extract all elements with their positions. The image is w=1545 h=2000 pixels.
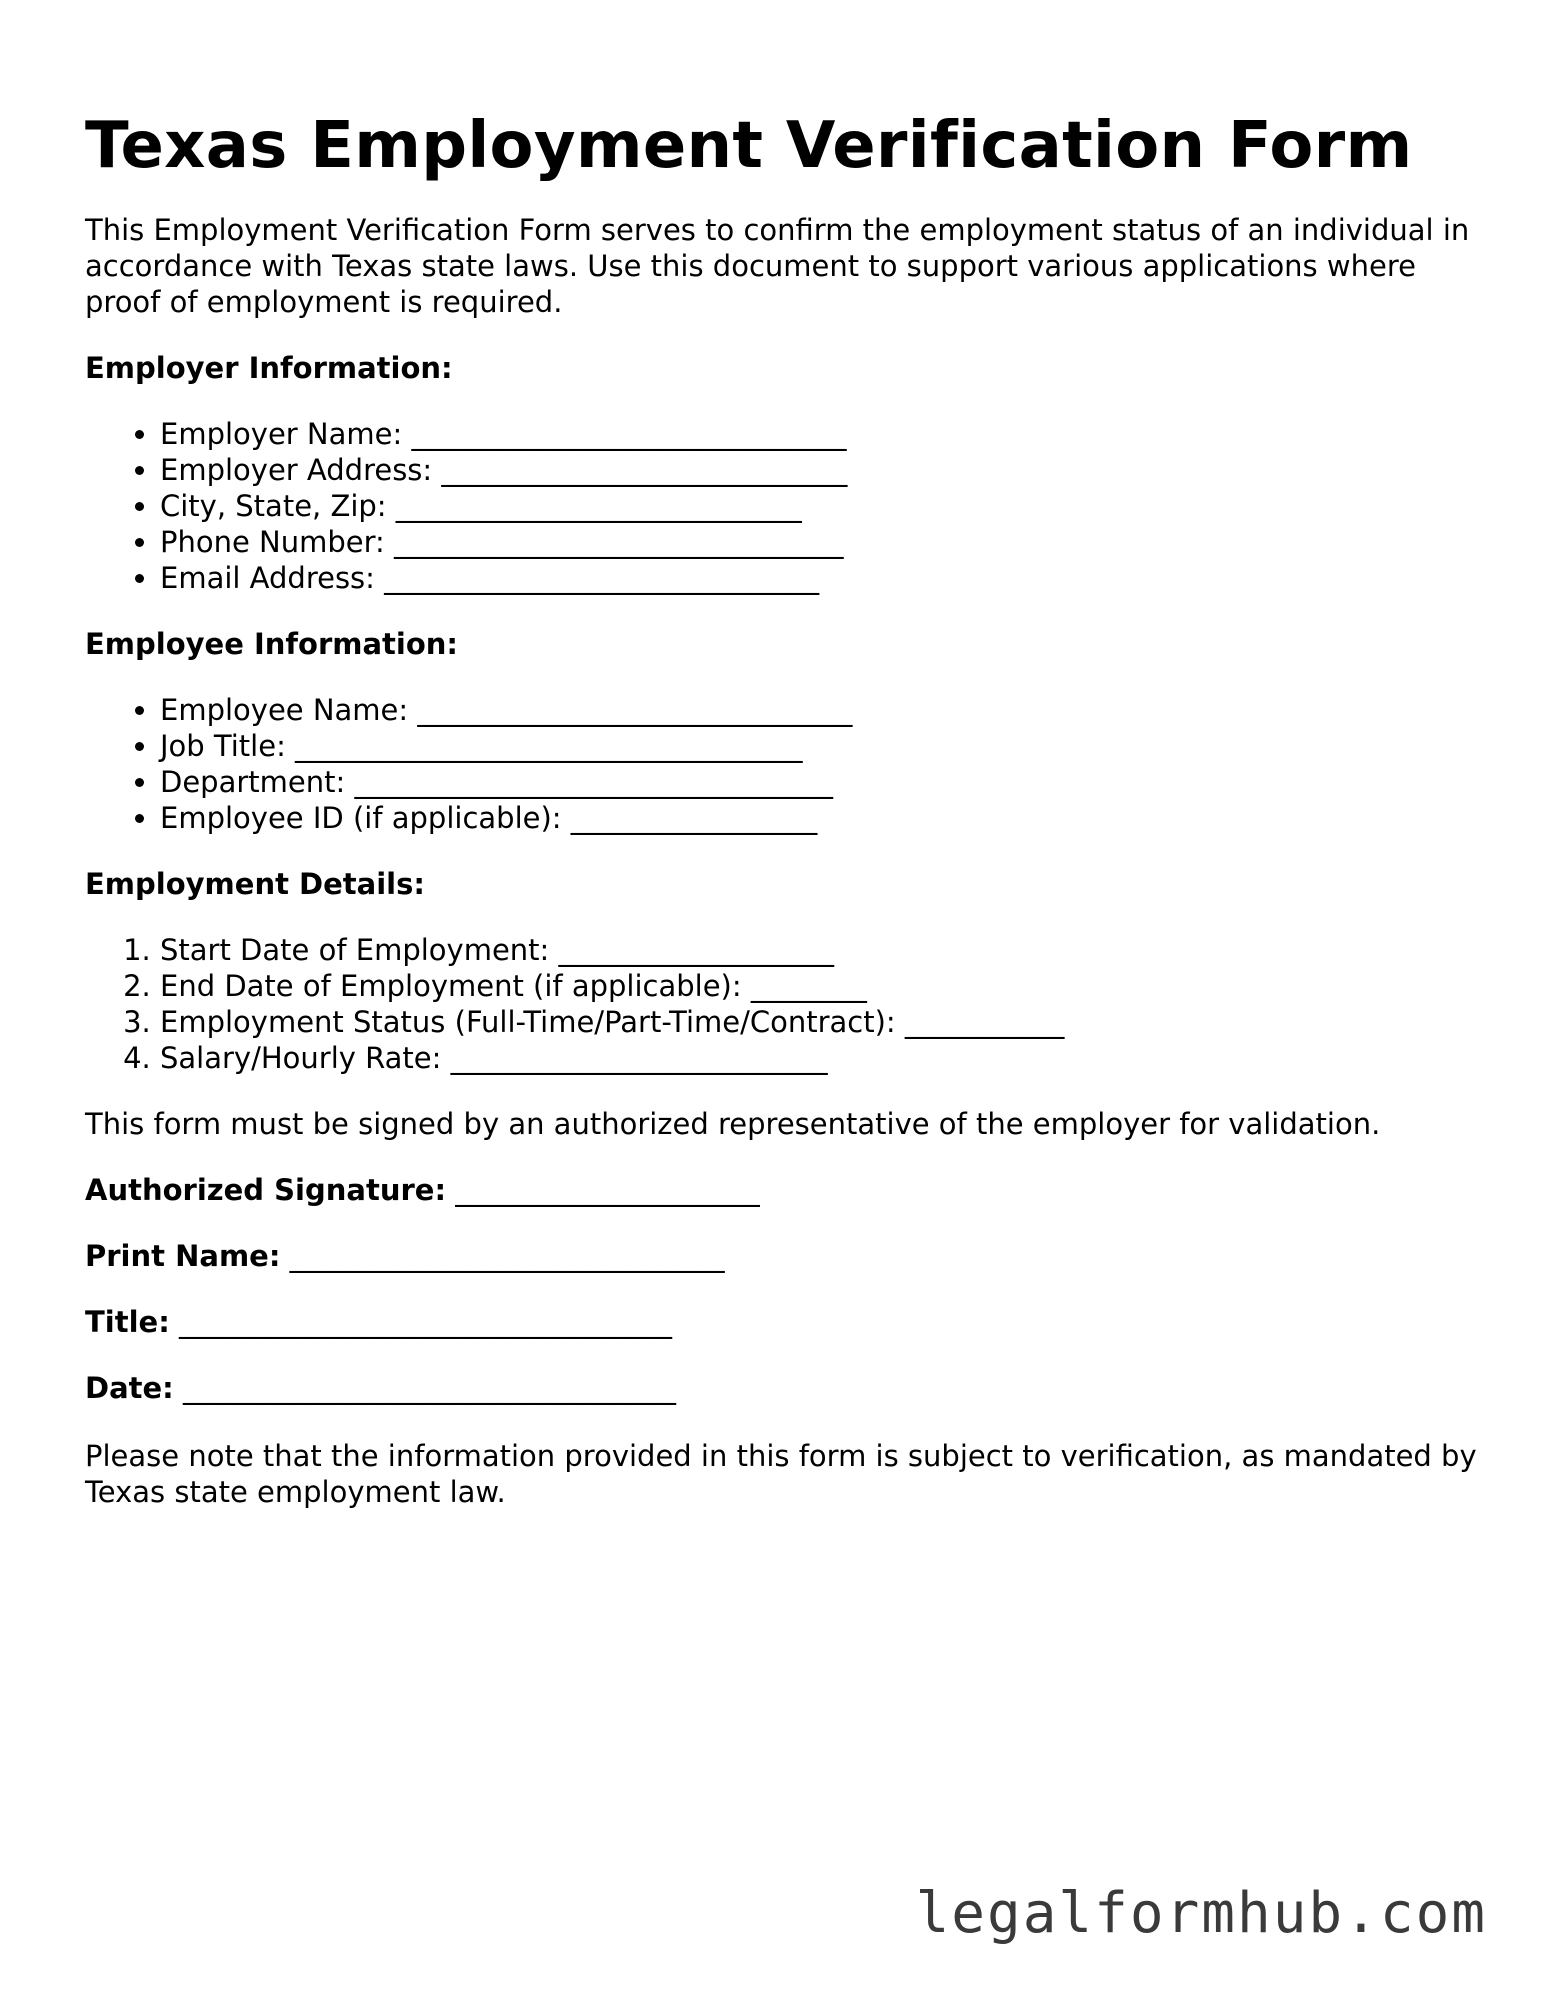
intro-paragraph: This Employment Verification Form serves to confirm the employment status of an individual in accordance with Texas state laws. Use this document to support various applications where proof of employment is required. xyxy=(85,213,1470,319)
date-row xyxy=(85,1370,1485,1406)
print-name-label: Print Name: xyxy=(85,1239,281,1273)
print-name-line: ______________________________ xyxy=(289,1239,725,1273)
print-name-row xyxy=(85,1238,1485,1274)
verification-note: Please note that the information provided in this form is subject to verification, as mandated by Texas state employment law. xyxy=(85,1439,1477,1509)
start-date-field: 1. Start Date of Employment: ___________________ xyxy=(160,932,1485,968)
page-title: Texas Employment Verification Form xyxy=(85,109,1413,183)
authorized-signature-row xyxy=(85,1172,1485,1208)
date-label: Date: xyxy=(85,1371,174,1405)
email-address-field: • Email Address: ______________________________ xyxy=(160,560,1485,596)
watermark-logo: legalformhub.com xyxy=(915,1881,1487,1946)
employer-name-field: • Employer Name: ______________________________ xyxy=(160,416,1485,452)
title-label: Title: xyxy=(85,1305,170,1339)
phone-number-field: • Phone Number: _______________________________ xyxy=(160,524,1485,560)
date-line: __________________________________ xyxy=(183,1371,676,1405)
employment-details-heading: Employment Details: xyxy=(85,867,425,901)
employment-status-field: 3. Employment Status (Full-Time/Part-Time/Contract): ___________ xyxy=(160,1004,1485,1040)
end-date-field: 2. End Date of Employment (if applicable): ________ xyxy=(160,968,1485,1004)
employee-section-heading: Employee Information: xyxy=(85,627,459,661)
employee-id-field: • Employee ID (if applicable): _________________ xyxy=(160,800,1485,836)
employment-details-list xyxy=(85,932,1485,1076)
employer-section-heading: Employer Information: xyxy=(85,351,453,385)
department-field: • Department: _________________________________ xyxy=(160,764,1485,800)
title-line: __________________________________ xyxy=(179,1305,673,1339)
employee-name-field: • Employee Name: ______________________________ xyxy=(160,692,1485,728)
employer-address-field: • Employer Address: ____________________________ xyxy=(160,452,1485,488)
title-row xyxy=(85,1304,1485,1340)
employee-info-list xyxy=(85,692,1485,836)
document-page xyxy=(85,108,1485,1510)
authorized-signature-line: _____________________ xyxy=(455,1173,760,1207)
authorized-signature-label: Authorized Signature: xyxy=(85,1173,447,1207)
salary-rate-field: 4. Salary/Hourly Rate: __________________________ xyxy=(160,1040,1485,1076)
job-title-field: • Job Title: ___________________________________ xyxy=(160,728,1485,764)
city-state-zip-field: • City, State, Zip: ____________________________ xyxy=(160,488,1485,524)
signature-notice: This form must be signed by an authorized representative of the employer for validation. xyxy=(85,1107,1381,1141)
employer-info-list xyxy=(85,416,1485,596)
